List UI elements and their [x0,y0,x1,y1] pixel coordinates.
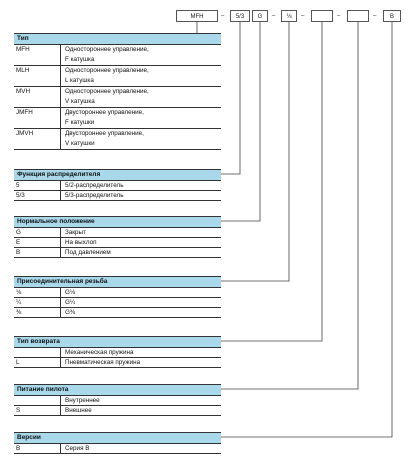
code-separator: – [301,13,305,19]
section-return-type [14,336,221,368]
table-row [14,308,221,318]
connector-line [221,22,260,221]
option-code: ⅛ [16,289,22,296]
table-row [14,181,221,191]
section-title: Версии [14,432,221,444]
code-box-type: MFH [176,10,218,22]
option-code: ¼ [16,299,22,306]
option-description: Одностороннее управление, L катушка [60,66,221,86]
code-separator: – [221,13,225,19]
option-description: Механическая пружина [60,348,221,357]
option-description: Пневматическая пружина [60,358,221,367]
connector-line [221,22,358,389]
option-description: Серия B [60,444,221,453]
table-row [14,358,221,368]
table-row [14,228,221,238]
option-code: L [16,359,20,366]
option-code: ⅜ [16,309,22,316]
table-row [14,288,221,298]
option-description: На выхлоп [60,238,221,247]
option-code: MFH [16,46,30,53]
option-description: Двустороннее управление, F катушки [60,108,221,128]
option-description: Внутреннее [60,396,221,405]
option-code: JMVH [16,130,34,137]
code-box-thread: ⅛ [281,10,297,22]
table-row [14,298,221,308]
code-box-pilot [347,10,369,22]
table-row [14,45,221,66]
section-title: Нормальное положение [14,216,221,228]
ordering-code-row [0,8,415,26]
option-description: G¼ [60,298,221,307]
code-box-function: 5/3 [230,10,250,22]
option-code: 5 [16,182,20,189]
section-port-thread [14,276,221,318]
option-description: Одностороннее управление, V катушка [60,87,221,107]
table-row [14,238,221,248]
connector-line [221,22,289,281]
option-code [14,396,60,405]
table-row [14,248,221,258]
table-row [14,108,221,129]
option-description: Закрыт [60,228,221,237]
connector-line [221,22,392,437]
option-description: G⅜ [60,308,221,317]
option-description: 5/2-распределитель [60,181,221,190]
table-row [14,396,221,406]
section-valve-function [14,169,221,201]
section-title: Тип возврата [14,336,221,348]
option-code: S [16,407,21,414]
section-normal-position [14,216,221,258]
table-row [14,87,221,108]
option-description: Двустороннее управление, V катушки [60,129,221,149]
option-code: MVH [16,88,30,95]
option-description: Одностороннее управление, F катушка [60,45,221,65]
option-code [14,348,60,357]
option-code: JMFH [16,109,33,116]
code-box-return [311,10,333,22]
option-code: B [16,249,21,256]
option-description: 5/3-распределитель [60,191,221,200]
code-separator: – [373,13,377,19]
option-code: MLH [16,67,30,74]
section-title: Питание пилота [14,384,221,396]
section-title: Функция распределителя [14,169,221,181]
table-row [14,348,221,358]
table-row [14,406,221,416]
option-code: B [16,445,21,452]
connector-line [221,22,240,174]
option-code: E [16,239,21,246]
option-code: 5/3 [16,192,25,199]
table-row [14,66,221,87]
connector-line [221,22,322,341]
table-row [14,129,221,150]
option-description: Внешнее [60,406,221,415]
option-description: G⅛ [60,288,221,297]
code-box-version: B [383,10,401,22]
section-pilot-supply [14,384,221,416]
option-code: G [16,229,21,236]
table-row [14,191,221,201]
code-box-position: G [252,10,268,22]
code-separator: – [337,13,341,19]
code-separator: – [272,13,276,19]
section-title: Тип [14,33,221,45]
option-description: Под давлением [60,248,221,257]
section-version [14,432,221,454]
table-row [14,444,221,454]
section-title: Присоединительная резьба [14,276,221,288]
section-type [14,33,221,150]
